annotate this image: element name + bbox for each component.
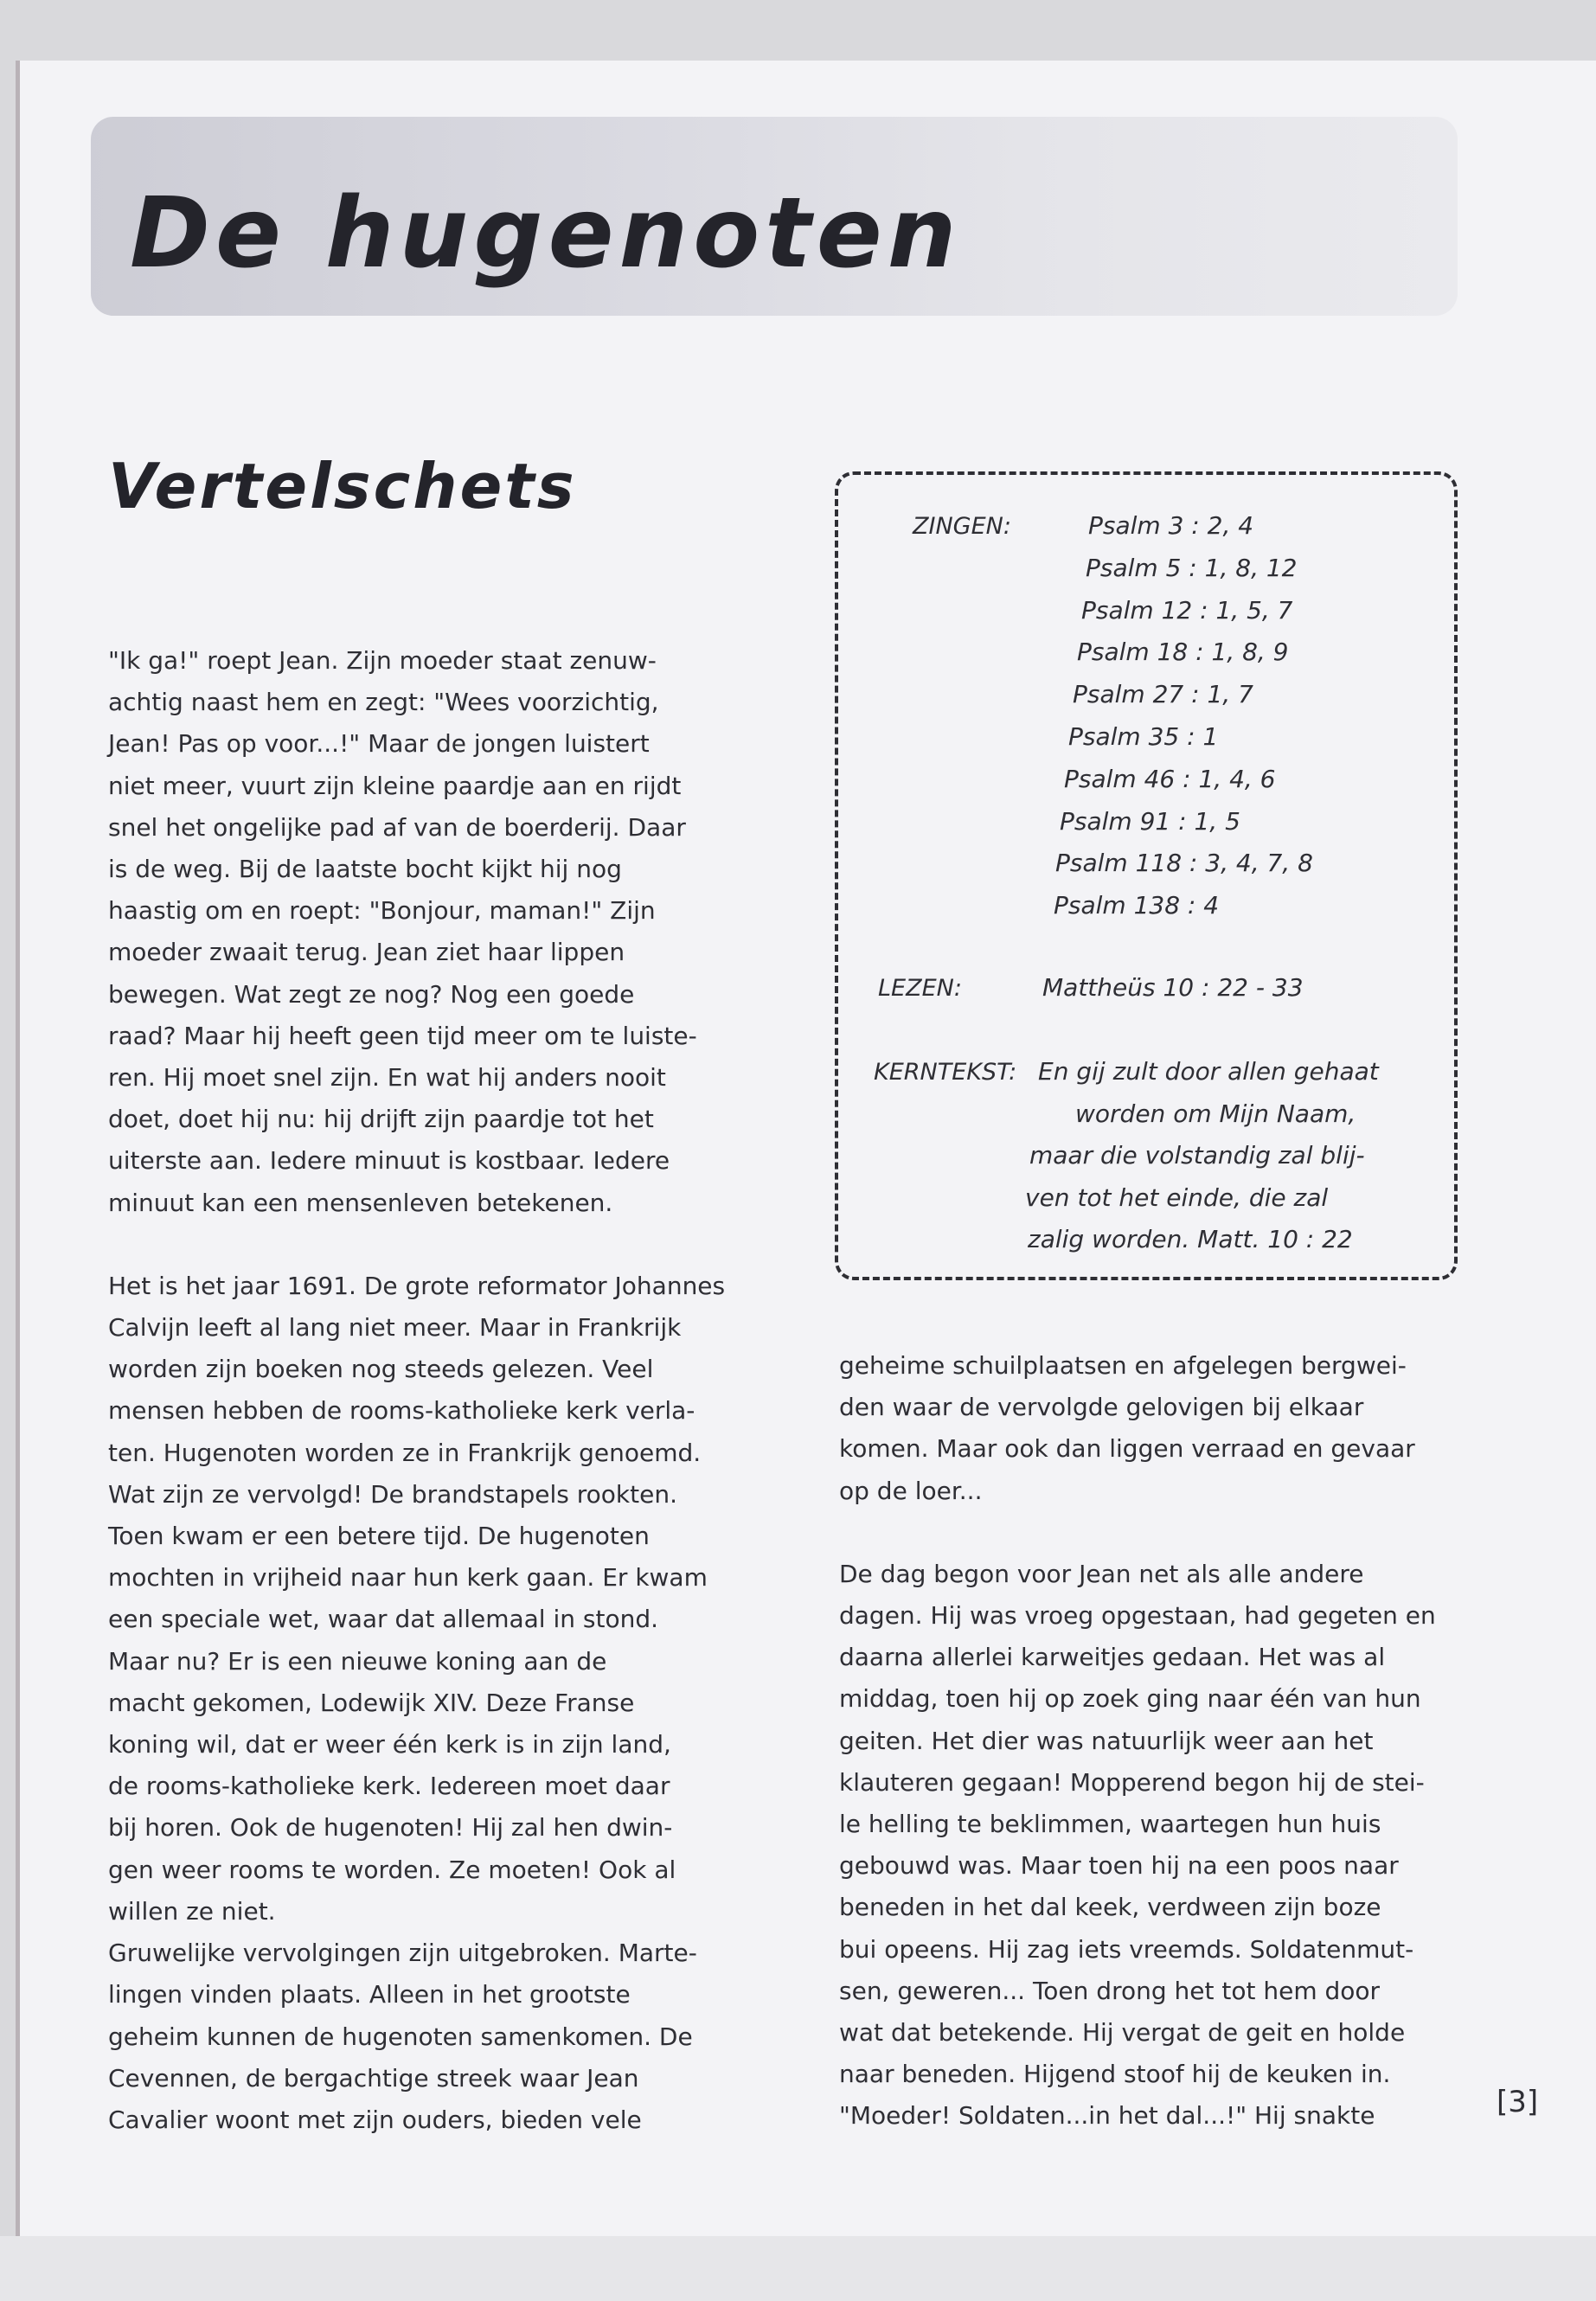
text-line: mochten in vrijheid naar hun kerk gaan. Er kwam — [108, 1563, 708, 1593]
section-title: Vertelschets — [108, 450, 577, 522]
lezen-value: Mattheüs 10 : 22 - 33 — [1042, 973, 1304, 1002]
text-line: koning wil, dat er weer één kerk is in zijn land, — [108, 1730, 671, 1759]
text-line: Wat zijn ze vervolgd! De brandstapels rookten. — [108, 1479, 677, 1509]
text-line: "Ik ga!" roept Jean. Zijn moeder staat zenuw- — [108, 646, 657, 675]
text-line: dagen. Hij was vroeg opgestaan, had gegeten en — [839, 1601, 1436, 1631]
text-line: geheime schuilplaatsen en afgelegen bergwei- — [839, 1351, 1407, 1380]
text-line: bui opeens. Hij zag iets vreemds. Soldatenmut- — [839, 1934, 1414, 1964]
text-line: macht gekomen, Lodewijk XIV. Deze Franse — [108, 1688, 635, 1717]
text-line: geiten. Het dier was natuurlijk weer aan het — [839, 1726, 1374, 1755]
text-line: middag, toen hij op zoek ging naar één van hun — [839, 1684, 1421, 1714]
text-line: Toen kwam er een betere tijd. De hugenoten — [108, 1522, 650, 1551]
paragraph-day — [839, 1554, 1462, 2138]
kerntekst-label: KERNTEKST: — [874, 1059, 1017, 1086]
text-line: beneden in het dal keek, verdween zijn boze — [839, 1893, 1381, 1922]
text-line: bij horen. Ook de hugenoten! Hij zal hen dwin- — [108, 1813, 673, 1843]
psalm-entry: Psalm 12 : 1, 5, 7 — [1081, 595, 1293, 625]
text-line: willen ze niet. — [108, 1896, 276, 1926]
paragraph-hiding-places — [839, 1345, 1462, 1512]
text-line: haastig om en roept: "Bonjour, maman!" Zijn — [108, 896, 656, 926]
kerntekst-line: ven tot het einde, die zal — [1025, 1183, 1329, 1212]
text-line: naar beneden. Hijgend stoof hij de keuken in. — [839, 2060, 1391, 2089]
psalm-entry: Psalm 35 : 1 — [1068, 722, 1219, 751]
page-number: [3] — [1497, 2085, 1539, 2119]
text-line: De dag begon voor Jean net als alle andere — [839, 1559, 1364, 1588]
paragraph-history — [108, 1266, 748, 2141]
text-line: "Moeder! Soldaten...in het dal...!" Hij snakte — [839, 2101, 1375, 2131]
text-line: uiterste aan. Iedere minuut is kostbaar. Iedere — [108, 1146, 670, 1176]
text-line: lingen vinden plaats. Alleen in het grootste — [108, 1980, 631, 2009]
text-line: Het is het jaar 1691. De grote reformator Johannes — [108, 1271, 726, 1300]
psalm-entry: Psalm 118 : 3, 4, 7, 8 — [1055, 849, 1313, 878]
text-line: raad? Maar hij heeft geen tijd meer om te luiste- — [108, 1021, 697, 1050]
paragraph-intro — [108, 640, 748, 1224]
text-line: doet, doet hij nu: hij drijft zijn paardje tot het — [108, 1105, 654, 1134]
text-line: mensen hebben de rooms-katholieke kerk verla- — [108, 1396, 695, 1426]
text-line: Maar nu? Er is een nieuwe koning aan de — [108, 1646, 607, 1676]
bottom-margin — [0, 2236, 1596, 2301]
text-line: moeder zwaait terug. Jean ziet haar lippen — [108, 938, 625, 967]
psalm-entry: Psalm 91 : 1, 5 — [1060, 806, 1240, 836]
left-column — [108, 640, 748, 2141]
zingen-label: ZINGEN: — [913, 513, 1011, 540]
text-line: Cavalier woont met zijn ouders, bieden vele — [108, 2105, 642, 2134]
kerntekst-line: worden om Mijn Naam, — [1075, 1099, 1356, 1128]
text-line: de rooms-katholieke kerk. Iedereen moet daar — [108, 1772, 670, 1801]
text-line: worden zijn boeken nog steeds gelezen. Veel — [108, 1355, 654, 1384]
psalm-entry: Psalm 18 : 1, 8, 9 — [1077, 638, 1289, 667]
text-line: minuut kan een mensenleven betekenen. — [108, 1188, 613, 1217]
psalm-entry: Psalm 3 : 2, 4 — [1088, 511, 1254, 540]
kerntekst-line: En gij zult door allen gehaat — [1038, 1057, 1379, 1086]
text-line: achtig naast hem en zegt: "Wees voorzichtig, — [108, 688, 659, 717]
psalm-entry: Psalm 138 : 4 — [1054, 891, 1220, 920]
psalm-entry: Psalm 46 : 1, 4, 6 — [1064, 764, 1276, 793]
text-line: daarna allerlei karweitjes gedaan. Het was al — [839, 1643, 1386, 1672]
text-line: gen weer rooms te worden. Ze moeten! Ook al — [108, 1855, 676, 1884]
text-line: le helling te beklimmen, waartegen hun huis — [839, 1810, 1381, 1839]
text-line: ren. Hij moet snel zijn. En wat hij anders nooit — [108, 1063, 666, 1093]
text-line: ten. Hugenoten worden ze in Frankrijk genoemd. — [108, 1438, 702, 1467]
text-line: sen, geweren... Toen drong het tot hem door — [839, 1976, 1381, 2005]
text-line: klauteren gegaan! Mopperend begon hij de stei- — [839, 1767, 1425, 1797]
text-line: Calvijn leeft al lang niet meer. Maar in Frankrijk — [108, 1313, 682, 1343]
kerntekst-line: zalig worden. Matt. 10 : 22 — [1028, 1225, 1353, 1253]
text-line: Jean! Pas op voor...!" Maar de jongen luistert — [108, 729, 650, 759]
text-line: is de weg. Bij de laatste bocht kijkt hij nog — [108, 855, 622, 884]
kerntekst-line: maar die volstandig zal blij- — [1029, 1141, 1365, 1170]
text-line: geheim kunnen de hugenoten samenkomen. De — [108, 2022, 693, 2051]
text-line: den waar de vervolgde gelovigen bij elkaar — [839, 1393, 1364, 1422]
right-column — [839, 1345, 1462, 2138]
text-line: gebouwd was. Maar toen hij na een poos naar — [839, 1851, 1399, 1881]
text-line: op de loer... — [839, 1476, 983, 1505]
psalm-entry: Psalm 27 : 1, 7 — [1073, 680, 1253, 709]
text-line: snel het ongelijke pad af van de boerderij. Daar — [108, 812, 686, 842]
text-line: komen. Maar ook dan liggen verraad en gevaar — [839, 1434, 1415, 1464]
text-line: Gruwelijke vervolgingen zijn uitgebroken. Marte- — [108, 1939, 697, 1968]
text-line: een speciale wet, waar dat allemaal in stond. — [108, 1605, 659, 1634]
text-line: Cevennen, de bergachtige streek waar Jean — [108, 2063, 639, 2093]
psalm-entry: Psalm 5 : 1, 8, 12 — [1086, 553, 1298, 582]
text-line: wat dat betekende. Hij vergat de geit en holde — [839, 2018, 1406, 2048]
page-title: De hugenoten — [130, 177, 962, 290]
text-line: bewegen. Wat zegt ze nog? Nog een goede — [108, 979, 635, 1009]
text-line: niet meer, vuurt zijn kleine paardje aan en rijdt — [108, 771, 682, 800]
lezen-label: LEZEN: — [878, 975, 962, 1002]
